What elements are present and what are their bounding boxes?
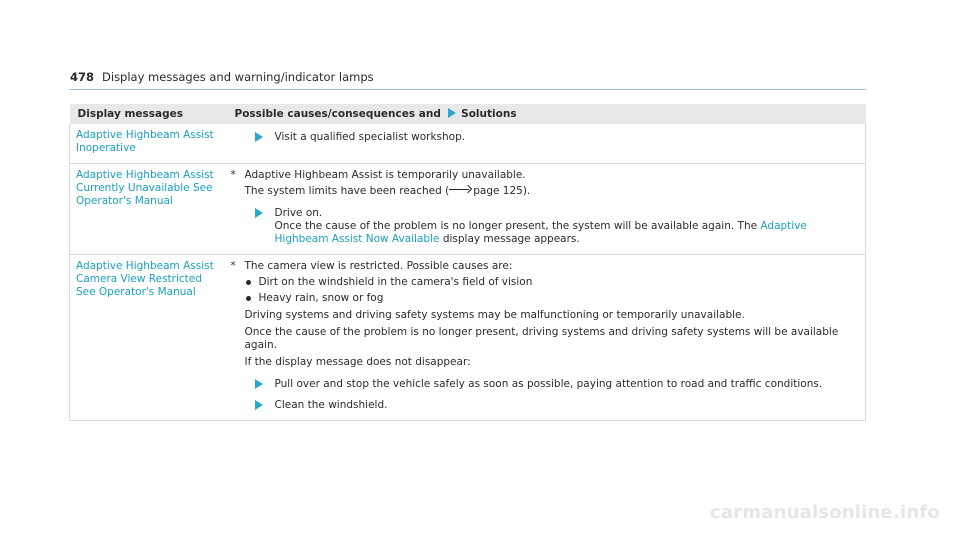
message-line: Camera View Restricted xyxy=(76,273,202,285)
cause-marker: * xyxy=(230,169,236,181)
message-line: See Operator's Manual xyxy=(76,286,196,298)
solution-text: Once the cause of the problem is no longer present, the system will be available again. The xyxy=(274,220,758,232)
cause-line: Adaptive Highbeam Assist is temporarily unavailable. xyxy=(244,169,526,181)
solution-step xyxy=(255,378,860,391)
solution-arrow-icon xyxy=(255,208,263,218)
solution-arrow-icon xyxy=(448,108,456,118)
display-message-ref: Adaptive Highbeam Assist Now Available xyxy=(274,220,807,245)
message-cell xyxy=(70,164,225,255)
solution-arrow-icon xyxy=(255,379,263,389)
message-cell xyxy=(70,124,225,164)
page-number: 478 xyxy=(70,70,95,84)
watermark: carmanualsonline.info xyxy=(709,502,940,523)
cause-text xyxy=(231,260,860,273)
message-line: Adaptive Highbeam Assist xyxy=(76,169,214,181)
solution-text: Visit a qualified specialist workshop. xyxy=(274,131,466,143)
page-header xyxy=(69,70,866,90)
solution-step xyxy=(255,207,860,246)
table-row xyxy=(70,164,866,255)
solution-text: Clean the windshield. xyxy=(274,399,388,411)
system-limits-text xyxy=(245,185,860,198)
table-row xyxy=(70,255,866,421)
solution-text: Drive on. xyxy=(274,207,323,219)
column-header-causes-solutions xyxy=(225,104,866,124)
causes-cell xyxy=(225,255,866,421)
solution-text: display message appears. xyxy=(442,233,580,245)
message-cell xyxy=(70,255,225,421)
solution-body xyxy=(275,207,860,246)
solution-arrow-icon xyxy=(255,400,263,410)
info-paragraph: Driving systems and driving safety systems may be malfunctioning or temporarily unavailable. xyxy=(244,309,745,321)
cause-line: The camera view is restricted. Possible causes are: xyxy=(244,260,513,272)
solution-step xyxy=(255,399,860,412)
causes-header-label: Possible causes/consequences and xyxy=(234,108,441,120)
display-messages-table xyxy=(69,104,866,421)
info-paragraph: Once the cause of the problem is no longer present, driving systems and driving safety systems will be available again. xyxy=(244,326,839,351)
solution-arrow-icon xyxy=(255,132,263,142)
cause-bullet: Heavy rain, snow or fog xyxy=(245,292,860,305)
message-line: Adaptive Highbeam Assist xyxy=(76,260,214,272)
section-title: Display messages and warning/indicator lamps xyxy=(102,70,374,84)
limits-text: The system limits have been reached ( xyxy=(244,185,450,197)
cause-text xyxy=(231,169,860,182)
message-line: Operator's Manual xyxy=(76,195,173,207)
solution-text: Pull over and stop the vehicle safely as soon as possible, paying attention to road and traffic conditions. xyxy=(274,378,823,390)
page-reference-link[interactable]: page 125). xyxy=(473,185,531,197)
table-row xyxy=(70,124,866,164)
cause-marker: * xyxy=(230,260,236,272)
info-paragraph: If the display message does not disappear: xyxy=(244,356,471,368)
page-reference-arrow-icon xyxy=(449,185,473,194)
table-header-row xyxy=(70,104,866,124)
solutions-header-label: Solutions xyxy=(461,108,517,120)
solution-step xyxy=(255,131,860,144)
causes-cell xyxy=(225,164,866,255)
solution-cell xyxy=(225,124,866,164)
column-header-display-messages: Display messages xyxy=(70,104,225,124)
cause-bullet: Dirt on the windshield in the camera's field of vision xyxy=(245,276,860,289)
message-line: Currently Unavailable See xyxy=(76,182,213,194)
message-line: Adaptive Highbeam Assist xyxy=(76,129,214,141)
message-line: Inoperative xyxy=(76,142,136,154)
